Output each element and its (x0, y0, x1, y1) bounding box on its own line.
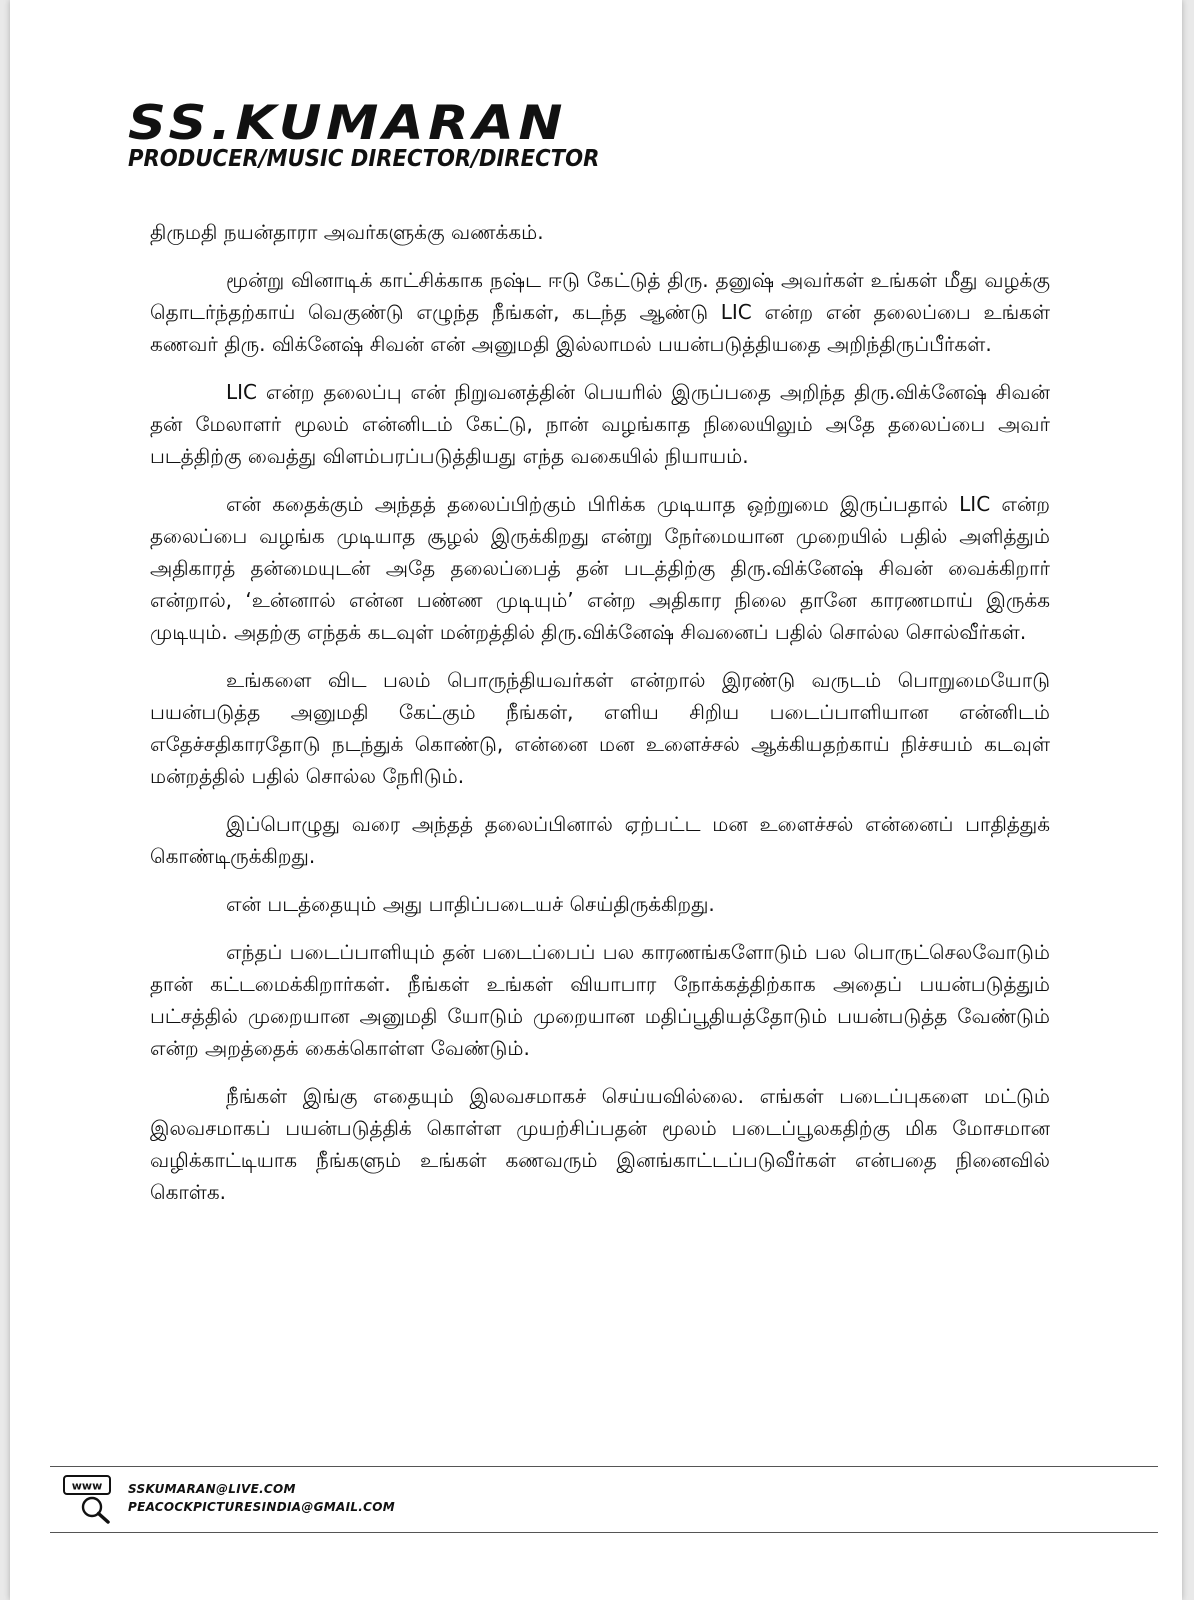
www-label: www (71, 1479, 103, 1493)
letter-body (150, 216, 1050, 1224)
footer-divider-bottom (50, 1532, 1158, 1533)
paragraph-7: எந்தப் படைப்பாளியும் தன் படைப்பைப் பல காரணங்களோடும் பல பொருட்செலவோடும் தான் கட்டமைக்கிறார்கள். நீங்கள் உங்கள் வியாபார நோக்கத்திற்காக அதைப் பயன்படுத்தும் பட்சத்தில் முறையான அனுமதி யோடும் முறையான மதிப்பூதியத்தோடும் பயன்படுத்த வேண்டும் என்ற அறத்தைக் கைக்கொள்ள வேண்டும். (150, 940, 1050, 1060)
paragraph-4: உங்களை விட பலம் பொருந்தியவர்கள் என்றால் இரண்டு வருடம் பொறுமையோடு பயன்படுத்த அனுமதி கேட்கும் நீங்கள், எளிய சிறிய படைப்பாளியான என்னிடம் எதேச்சதிகாரதோடு நடந்துக் கொண்டு, என்னை மன உளைச்சல் ஆக்கியதற்காய் நிச்சயம் கடவுள் மன்றத்தில் பதில் சொல்ல நேரிடும். (150, 668, 1050, 788)
salutation: திருமதி நயன்தாரா அவர்களுக்கு வணக்கம். (150, 220, 544, 244)
letterhead-name: SS.KUMARAN (128, 96, 567, 151)
paragraph-5: இப்பொழுது வரை அந்தத் தலைப்பினால் ஏற்பட்ட மன உளைச்சல் என்னைப் பாதித்துக் கொண்டிருக்கிறது. (150, 812, 1050, 868)
paragraph-8: நீங்கள் இங்கு எதையும் இலவசமாகச் செய்யவில்லை. எங்கள் படைப்புகளை மட்டும் இலவசமாகப் பயன்படுத்திக் கொள்ள முயற்சிப்பதன் மூலம் படைப்பூலகதிற்கு மிக மோசமான வழிக்காட்டியாக நீங்களும் உங்கள் கணவரும் இனங்காட்டப்படுவீர்கள் என்பதை நினைவில் கொள்க. (150, 1084, 1050, 1204)
footer-divider-top (50, 1466, 1158, 1467)
letter-page (10, 0, 1182, 1600)
paragraph-6: என் படத்தையும் அது பாதிப்படையச் செய்திருக்கிறது. (226, 892, 715, 916)
contact-email-2[interactable]: PEACOCKPICTURESINDIA@GMAIL.COM (128, 1500, 396, 1514)
www-search-icon (62, 1474, 118, 1524)
paragraph-3: என் கதைக்கும் அந்தத் தலைப்பிற்கும் பிரிக்க முடியாத ஒற்றுமை இருப்பதால் LIC என்ற தலைப்பை வழங்க முடியாத சூழல் இருக்கிறது என்று நேர்மையான முறையில் பதில் அளித்தும் அதிகாரத் தன்மையுடன் அதே தலைப்பைத் தன் படத்திற்கு திரு.விக்னேஷ் சிவன் வைக்கிறார் என்றால், ‘உன்னால் என்ன பண்ண முடியும்’ என்ற அதிகார நிலை தானே காரணமாய் இருக்க முடியும். அதற்கு எந்தக் கடவுள் மன்றத்தில் திரு.விக்னேஷ் சிவனைப் பதில் சொல்ல சொல்வீர்கள். (150, 492, 1050, 644)
letterhead-roles: PRODUCER/MUSIC DIRECTOR/DIRECTOR (128, 146, 600, 172)
contact-email-1[interactable]: SSKUMARAN@LIVE.COM (128, 1482, 296, 1496)
paragraph-1: மூன்று வினாடிக் காட்சிக்காக நஷ்ட ஈடு கேட்டுத் திரு. தனுஷ் அவர்கள் உங்கள் மீது வழக்கு தொடர்ந்தற்காய் வெகுண்டு எழுந்த நீங்கள், கடந்த ஆண்டு LIC என்ற என் தலைப்பை உங்கள் கணவர் திரு. விக்னேஷ் சிவன் என் அனுமதி இல்லாமல் பயன்படுத்தியதை அறிந்திருப்பீர்கள். (150, 268, 1050, 356)
paragraph-2: LIC என்ற தலைப்பு என் நிறுவனத்தின் பெயரில் இருப்பதை அறிந்த திரு.விக்னேஷ் சிவன் தன் மேலாளர் மூலம் என்னிடம் கேட்டு, நான் வழங்காத நிலையிலும் அதே தலைப்பை அவர் படத்திற்கு வைத்து விளம்பரப்படுத்தியது எந்த வகையில் நியாயம். (150, 380, 1050, 468)
